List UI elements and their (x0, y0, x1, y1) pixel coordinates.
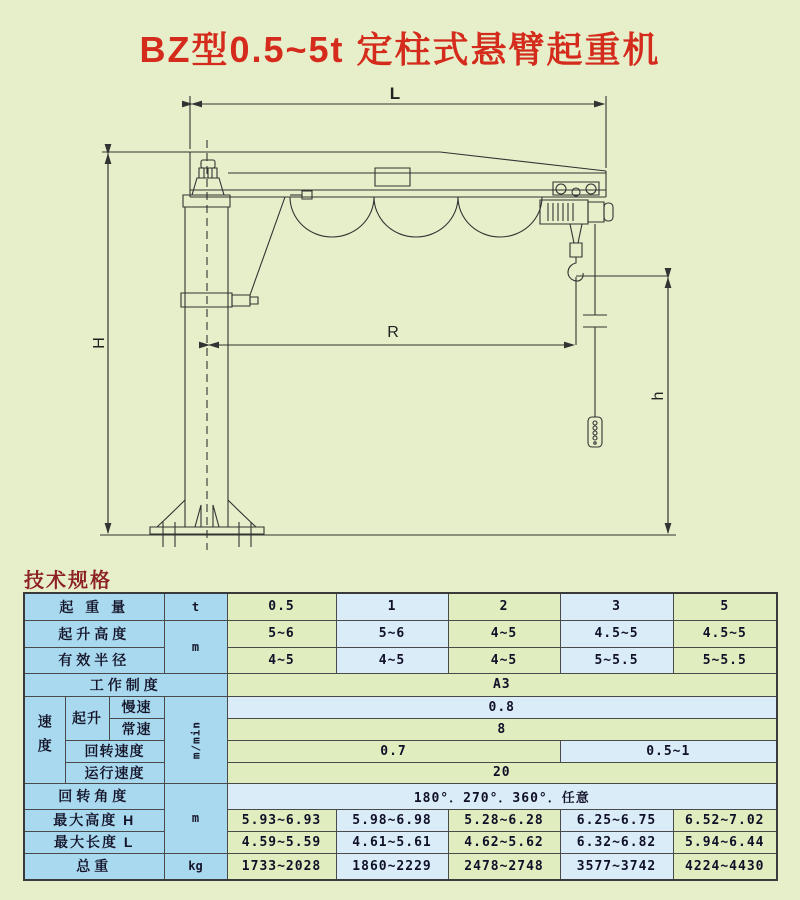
travel-speed-value: 20 (227, 762, 777, 783)
unit-capacity: t (164, 593, 227, 620)
label-slow-speed: 慢速 (109, 696, 164, 718)
label-travel-speed: 运行速度 (65, 762, 164, 783)
dim-label-h: h (650, 391, 667, 401)
max-height-value: 6.25~6.75 (560, 809, 673, 831)
slow-speed-value: 0.8 (227, 696, 777, 718)
unit-meters-2: m (164, 783, 227, 853)
total-weight-value: 4224~4430 (673, 853, 777, 880)
row-group-speed: 速度 (24, 696, 65, 783)
duty-value: A3 (227, 673, 777, 696)
table-row (24, 620, 777, 647)
capacity-value: 2 (448, 593, 560, 620)
total-weight-value: 1733~2028 (227, 853, 336, 880)
label-slew-speed: 回转速度 (65, 740, 164, 762)
total-weight-value: 1860~2229 (336, 853, 448, 880)
lift-height-value: 5~6 (336, 620, 448, 647)
section-heading: 技术规格 (24, 570, 112, 592)
max-height-value: 6.52~7.02 (673, 809, 777, 831)
table-row (24, 673, 777, 696)
radius-value: 4~5 (336, 647, 448, 673)
pivot-cone (192, 178, 224, 195)
row-label-lift-height: 起升高度 (24, 620, 164, 647)
capacity-value: 3 (560, 593, 673, 620)
row-label-duty: 工作制度 (24, 673, 227, 696)
max-length-value: 6.32~6.82 (560, 831, 673, 853)
pivot-motor-cap (201, 160, 215, 168)
unit-kg: kg (164, 853, 227, 880)
row-label-capacity: 起 重 量 (24, 593, 164, 620)
dim-label-R: R (387, 324, 399, 341)
table-row (24, 696, 777, 718)
crane-technical-drawing (0, 85, 800, 563)
dim-label-L: L (389, 85, 401, 103)
lift-height-value: 4~5 (448, 620, 560, 647)
slew-speed-value-low: 0.7 (227, 740, 560, 762)
lift-height-value: 4.5~5 (673, 620, 777, 647)
row-label-max-length: 最大长度 L (24, 831, 164, 853)
max-height-value: 5.98~6.98 (336, 809, 448, 831)
row-label-slew-angle: 回转角度 (24, 783, 164, 809)
capacity-value: 1 (336, 593, 448, 620)
table-row (24, 809, 777, 831)
row-label-max-height: 最大高度 H (24, 809, 164, 831)
capacity-value: 5 (673, 593, 777, 620)
mid-bracket (232, 295, 250, 306)
row-label-radius: 有效半径 (24, 647, 164, 673)
radius-value: 5~5.5 (673, 647, 777, 673)
max-height-value: 5.93~6.93 (227, 809, 336, 831)
row-label-total-weight: 总重 (24, 853, 164, 880)
table-row (24, 762, 777, 783)
radius-value: 4~5 (448, 647, 560, 673)
hoist-motor (588, 202, 604, 222)
label-normal-speed: 常速 (109, 718, 164, 740)
jib-beam (190, 152, 606, 199)
dimension-L (190, 96, 606, 168)
hook-block (570, 243, 582, 257)
support-strut (250, 197, 285, 295)
label-hoist: 起升 (65, 696, 109, 740)
pendant-control (583, 224, 607, 447)
festoon-cables (290, 197, 542, 237)
table-row (24, 718, 777, 740)
base-gusset-left (157, 500, 185, 527)
table-row (24, 783, 777, 809)
spec-table (23, 592, 778, 881)
total-weight-value: 2478~2748 (448, 853, 560, 880)
table-row (24, 647, 777, 673)
table-row (24, 853, 777, 880)
table-row (24, 831, 777, 853)
max-length-value: 4.62~5.62 (448, 831, 560, 853)
slew-speed-value-high: 0.5~1 (560, 740, 777, 762)
lift-height-value: 4.5~5 (560, 620, 673, 647)
festoon-anchor (302, 191, 312, 199)
base-gusset-right (228, 500, 256, 527)
dimension-H (102, 152, 190, 533)
max-length-value: 5.94~6.44 (673, 831, 777, 853)
dim-label-H: H (91, 337, 108, 349)
beam-access-box (375, 168, 410, 186)
total-weight-value: 3577~3742 (560, 853, 673, 880)
hoist-drum (540, 200, 588, 224)
max-length-value: 4.61~5.61 (336, 831, 448, 853)
unit-speed: m/min (164, 696, 227, 783)
table-row (24, 593, 777, 620)
slew-angle-value: 180°．270°．360°．任意 (227, 783, 777, 809)
page-title: BZ型0.5~5t 定柱式悬臂起重机 (139, 29, 661, 70)
unit-meters: m (164, 620, 227, 673)
max-length-value: 4.59~5.59 (227, 831, 336, 853)
radius-value: 4~5 (227, 647, 336, 673)
table-row (24, 740, 777, 762)
normal-speed-value: 8 (227, 718, 777, 740)
radius-value: 5~5.5 (560, 647, 673, 673)
lift-height-value: 5~6 (227, 620, 336, 647)
max-height-value: 5.28~6.28 (448, 809, 560, 831)
capacity-value: 0.5 (227, 593, 336, 620)
